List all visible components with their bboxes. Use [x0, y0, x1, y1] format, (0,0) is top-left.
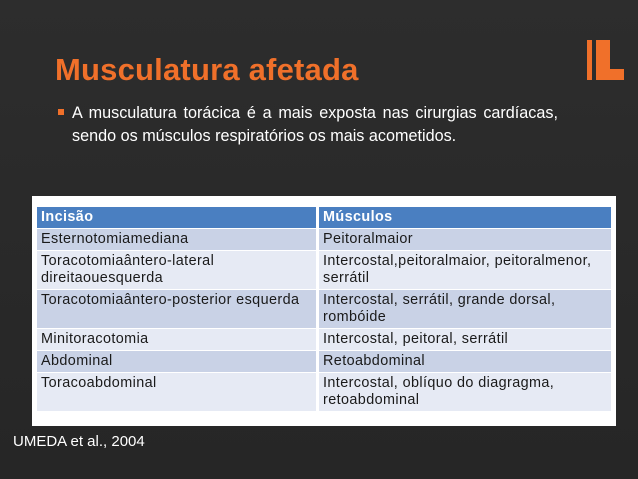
table-row	[37, 290, 611, 329]
decoration-bar-thin	[587, 40, 592, 80]
table-header-row	[37, 207, 611, 229]
table-row	[37, 229, 611, 251]
cell-musculos: Intercostal, oblíquo do diagragma, retoabdominal	[319, 373, 611, 411]
bullet-item	[58, 102, 558, 148]
table-row	[37, 373, 611, 412]
table-row	[37, 329, 611, 351]
cell-incisao: Toracotomiaântero-posterior esquerda	[37, 290, 319, 328]
cell-musculos: Retoabdominal	[319, 351, 611, 372]
slide-title: Musculatura afetada	[55, 52, 359, 87]
cell-incisao: Toracotomiaântero-lateral direitaouesquerda	[37, 251, 319, 289]
table-row	[37, 251, 611, 290]
decoration-bar-base	[596, 69, 624, 80]
cell-incisao: Esternotomiamediana	[37, 229, 319, 250]
incision-muscle-table	[32, 196, 616, 426]
square-bullet-icon	[58, 109, 64, 115]
table-body	[37, 207, 611, 412]
citation: UMEDA et al., 2004	[13, 433, 145, 450]
cell-musculos: Intercostal, peitoral, serrátil	[319, 329, 611, 350]
table-row	[37, 351, 611, 373]
header-musculos: Músculos	[319, 207, 611, 228]
cell-musculos: Intercostal,peitoralmaior, peitoralmenor, serrátil	[319, 251, 611, 289]
cell-incisao: Abdominal	[37, 351, 319, 372]
cell-musculos: Intercostal, serrátil, grande dorsal, rombóide	[319, 290, 611, 328]
header-incisao: Incisão	[37, 207, 319, 228]
bullet-text: A musculatura torácica é a mais exposta nas cirurgias cardíacas, sendo os músculos respiratórios os mais acometidos.	[72, 104, 558, 145]
cell-incisao: Toracoabdominal	[37, 373, 319, 411]
cell-incisao: Minitoracotomia	[37, 329, 319, 350]
cell-musculos: Peitoralmaior	[319, 229, 611, 250]
